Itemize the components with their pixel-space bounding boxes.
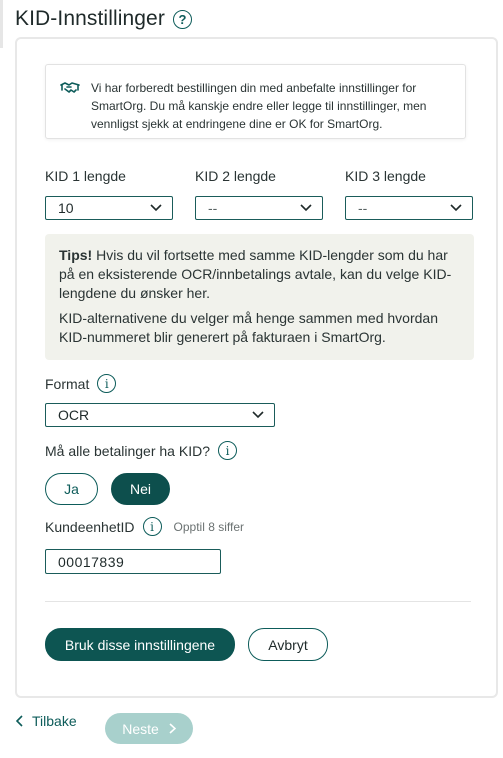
- bottom-navigation: [16, 713, 77, 729]
- format-select-value: OCR: [58, 407, 90, 423]
- customer-unit-hint: Opptil 8 siffer: [173, 519, 245, 534]
- handshake-icon: [60, 80, 80, 96]
- chevron-down-icon: [450, 204, 462, 212]
- format-label-row: [45, 374, 116, 393]
- chevron-right-icon: [169, 723, 176, 734]
- back-label: Tilbake: [32, 713, 77, 729]
- format-select[interactable]: [45, 403, 275, 427]
- apply-settings-button[interactable]: Bruk disse innstillingene: [45, 628, 235, 661]
- notice-text: Vi har forberedt bestillingen din med anbefalte innstillinger for SmartOrg. Du må kanskje endre eller legge til innstillinger, men vennligst sjekk at endringene dine er OK for SmartOrg.: [91, 81, 427, 131]
- page-title: KID-Innstillinger: [15, 7, 165, 30]
- left-edge-divider: [0, 0, 3, 48]
- next-label: Neste: [122, 720, 159, 737]
- kid1-select-value: 10: [58, 200, 74, 216]
- recommendation-notice: [45, 64, 466, 139]
- tips-heading: Tips!: [59, 247, 93, 263]
- page-header: [15, 7, 192, 31]
- info-icon[interactable]: i: [218, 441, 237, 460]
- next-button[interactable]: [105, 713, 193, 744]
- customer-unit-label-row: [45, 517, 244, 536]
- info-icon[interactable]: i: [143, 517, 162, 536]
- chevron-down-icon: [252, 411, 264, 419]
- require-kid-label-row: [45, 441, 237, 460]
- help-icon[interactable]: ?: [173, 10, 192, 29]
- kid1-label: KID 1 lengde: [45, 168, 126, 184]
- settings-card: [15, 37, 498, 698]
- tips-text-1: Hvis du vil fortsette med samme KID-lengder som du har på en eksisterende OCR/innbetalings avtale, kan du velge KID-lengdene du ønsker her.: [59, 247, 452, 301]
- kid3-select[interactable]: [345, 196, 473, 220]
- kid3-label: KID 3 lengde: [345, 168, 426, 184]
- tips-paragraph-2: KID-alternativene du velger må henge sammen med hvordan KID-nummeret blir generert på fakturaen i SmartOrg.: [59, 310, 438, 345]
- no-option-button[interactable]: Nei: [111, 473, 170, 505]
- chevron-left-icon: [16, 715, 24, 727]
- tips-box: [45, 234, 474, 360]
- cancel-button[interactable]: Avbryt: [248, 628, 328, 661]
- section-divider: [45, 601, 471, 602]
- require-kid-label: Må alle betalinger ha KID?: [45, 442, 210, 459]
- chevron-down-icon: [300, 204, 312, 212]
- tips-paragraph-1: [59, 246, 460, 303]
- chevron-down-icon: [150, 204, 162, 212]
- kid3-select-value: --: [358, 200, 368, 216]
- info-icon[interactable]: i: [97, 374, 116, 393]
- kid1-select[interactable]: [45, 196, 173, 220]
- kid2-select[interactable]: [195, 196, 323, 220]
- kid2-select-value: --: [208, 200, 218, 216]
- kid2-label: KID 2 lengde: [195, 168, 276, 184]
- back-link[interactable]: [16, 713, 77, 729]
- customer-unit-label: KundeenhetID: [45, 518, 135, 535]
- yes-option-button[interactable]: Ja: [45, 473, 98, 505]
- format-label: Format: [45, 375, 90, 392]
- customer-unit-input[interactable]: 00017839: [45, 549, 221, 574]
